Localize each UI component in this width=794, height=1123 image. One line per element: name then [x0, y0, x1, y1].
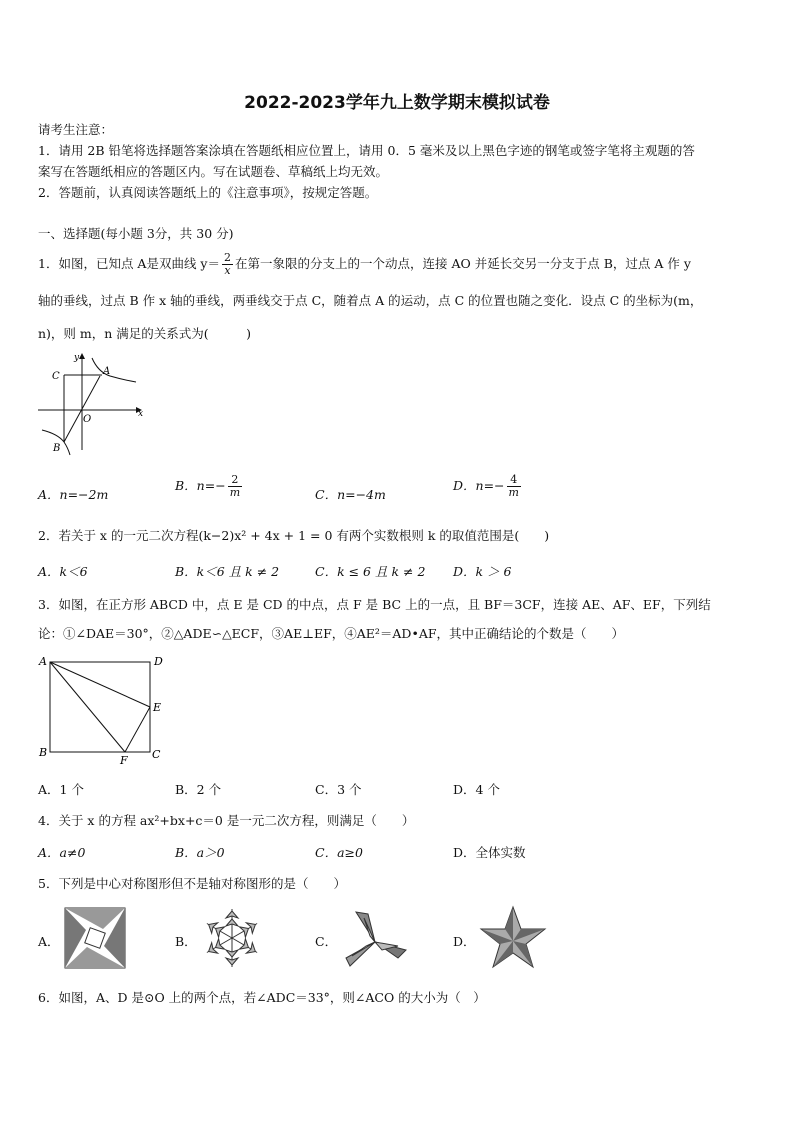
- q1-figure-hyperbola: [34, 350, 149, 460]
- label-f: F: [120, 754, 128, 766]
- page-title: 2022-2023学年九上数学期末模拟试卷: [244, 93, 550, 113]
- question-2: 2．若关于 x 的一元二次方程(k−2)x² + 4x + 1 = 0 有两个实数根则 k 的取值范围是( ): [38, 528, 550, 543]
- q1-text-pre: 1．如图，已知点 A是双曲线 y＝: [38, 256, 220, 272]
- notice-heading: 请考生注意：: [38, 122, 114, 137]
- label-x: x: [138, 409, 144, 419]
- q1-option-d-num: 4: [507, 474, 521, 487]
- q1-option-d-pre: D．n=−: [453, 478, 505, 494]
- segment-af: [50, 662, 125, 752]
- blade-3-fold: [352, 942, 375, 956]
- q5-option-a-figure: [64, 907, 126, 969]
- label-b: B: [39, 746, 48, 759]
- label-a: A: [103, 366, 111, 377]
- q1-option-b-num: 2: [228, 474, 242, 487]
- q4-option-a: A．a≠0: [38, 845, 86, 860]
- q3-option-c: C．3 个: [315, 782, 362, 797]
- y-axis-arrow: [79, 353, 85, 359]
- blade-3: [346, 942, 375, 966]
- segment-ef: [125, 707, 150, 752]
- q5-option-b-label: B．: [175, 934, 197, 949]
- q3-option-d: D．4 个: [453, 782, 500, 797]
- notice-item-1-line-2: 案写在答题纸相应的答题区内。写在试题卷、草稿纸上均无效。: [38, 164, 389, 179]
- question-3-line-2: 论：①∠DAE＝30°，②△ADE∽△ECF，③AE⊥EF，④AE²＝AD•AF，其中正确结论的个数是（ ）: [38, 626, 625, 641]
- q5-option-b-figure: [199, 905, 265, 971]
- q2-option-b: B．k＜6 且 k ≠ 2: [175, 564, 280, 579]
- q3-option-b: B．2 个: [175, 782, 222, 797]
- question-6: 6．如图，A、D 是⊙O 上的两个点，若∠ADC＝33°，则∠ACO 的大小为（ ）: [38, 990, 486, 1005]
- q1-option-d-den: m: [508, 486, 519, 500]
- q5-option-c-figure: [342, 906, 408, 972]
- q1-option-d-frac: [507, 474, 521, 499]
- q1-option-d: [453, 474, 523, 499]
- q2-option-c: C．k ≤ 6 且 k ≠ 2: [315, 564, 426, 579]
- q1-option-b-pre: B．n=−: [175, 478, 226, 494]
- label-d: D: [154, 655, 163, 668]
- question-3-line-1: 3．如图，在正方形 ABCD 中，点 E 是 CD 的中点，点 F 是 BC 上的一点，且 BF＝3CF，连接 AE、AF、EF，下列结: [38, 597, 711, 612]
- q4-option-b: B．a＞0: [175, 845, 225, 860]
- notice-item-2: 2．答题前，认真阅读答题纸上的《注意事项》，按规定答题。: [38, 185, 378, 200]
- q5-option-d-label: D．: [453, 934, 476, 949]
- q2-option-a: A．k＜6: [38, 564, 88, 579]
- q5-option-d-figure: [478, 905, 548, 971]
- q3-option-a: A．1 个: [38, 782, 84, 797]
- q4-option-d: D．全体实数: [453, 845, 526, 860]
- segment-ae: [50, 662, 150, 707]
- q1-option-a: A．n=−2m: [38, 487, 109, 502]
- question-4: 4．关于 x 的方程 ax²+bx+c＝0 是一元二次方程，则满足（ ）: [38, 813, 415, 828]
- q1-option-b-frac: [228, 474, 242, 499]
- question-5: 5．下列是中心对称图形但不是轴对称图形的是（ ）: [38, 876, 346, 891]
- q1-fraction: [222, 252, 233, 277]
- q5-option-c-label: C．: [315, 934, 338, 949]
- q1-option-b-den: m: [229, 486, 241, 500]
- label-c: C: [52, 371, 60, 382]
- q5-option-a-label: A．: [38, 934, 60, 949]
- label-e: E: [153, 701, 162, 714]
- q1-text-post: 在第一象限的分支上的一个动点，连接 AO 并延长交另一分支于点 B，过点 A 作 y: [235, 256, 691, 272]
- section-heading-choice: 一、选择题(每小题 3分，共 30 分): [38, 226, 234, 241]
- label-o: O: [83, 414, 92, 425]
- notice-item-1-line-1: 1．请用 2B 铅笔将选择题答案涂填在答题纸相应位置上，请用 0．5 毫米及以上黑色字迹的钢笔或签字笔将主观题的答: [38, 143, 695, 158]
- label-b: B: [53, 443, 61, 454]
- q1-option-b: [175, 474, 244, 499]
- q1-option-c: C．n=−4m: [315, 487, 386, 502]
- q4-option-c: C．a≥0: [315, 845, 363, 860]
- q2-option-d: D．k ＞ 6: [453, 564, 512, 579]
- question-1-line-2: 轴的垂线，过点 B 作 x 轴的垂线，两垂线交于点 C，随着点 A 的运动，点 C 的位置也随之变化．设点 C 的坐标为(m，: [38, 293, 703, 308]
- q1-frac-den: x: [224, 264, 231, 278]
- q1-frac-num: 2: [224, 251, 231, 264]
- label-c: C: [152, 748, 161, 761]
- label-y: y: [74, 353, 80, 363]
- question-1-line-1: [38, 252, 691, 277]
- q3-figure-square: [36, 652, 166, 766]
- label-a: A: [39, 655, 47, 668]
- square-abcd: [50, 662, 150, 752]
- question-1-line-3: n)，则 m，n 满足的关系式为( ): [38, 326, 252, 341]
